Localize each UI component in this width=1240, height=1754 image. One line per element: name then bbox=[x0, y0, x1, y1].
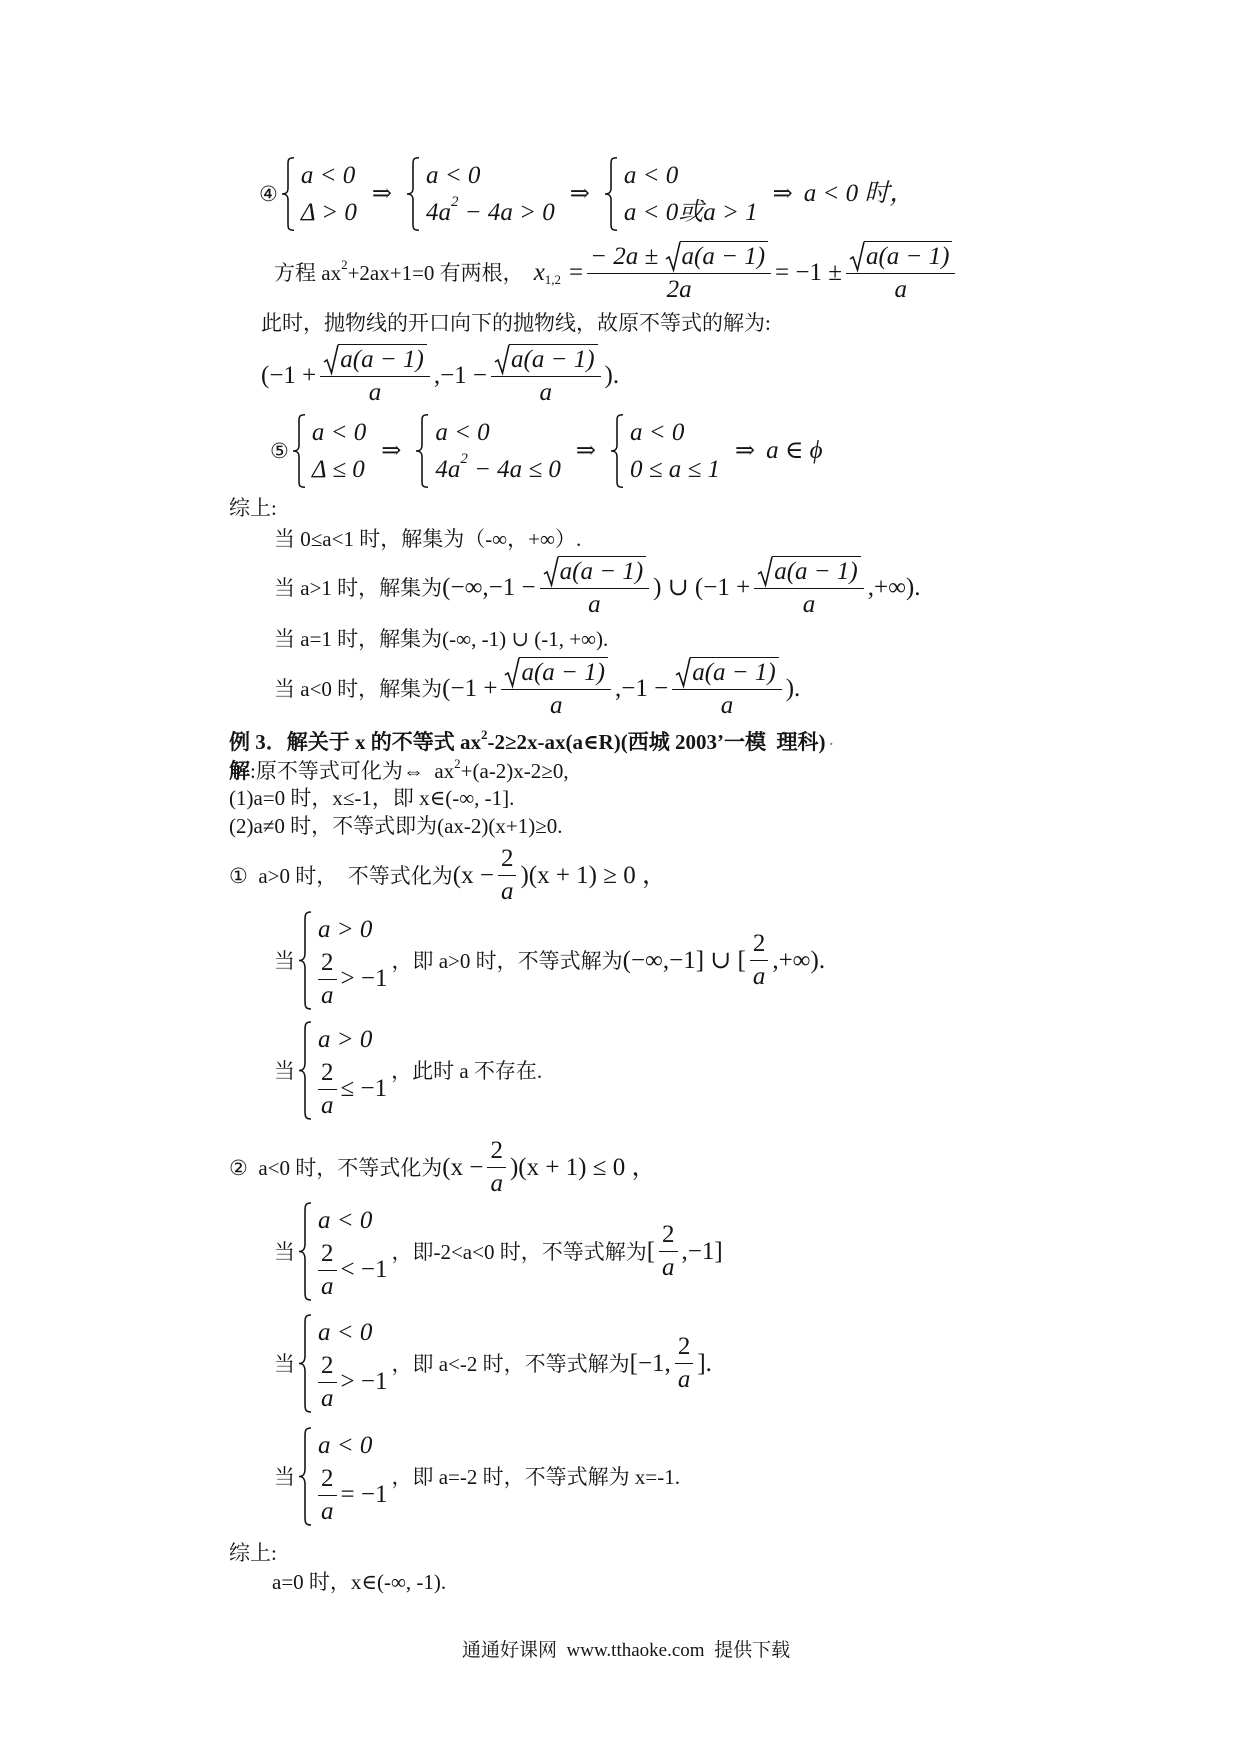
root-subscript: 1,2 bbox=[544, 272, 562, 287]
condition-5 bbox=[274, 1427, 680, 1526]
denominator: a bbox=[368, 379, 382, 406]
root-over-a-fraction bbox=[491, 344, 601, 407]
implies-arrow: ⇒ bbox=[569, 181, 590, 207]
discriminant-condition bbox=[426, 194, 555, 231]
system-rows bbox=[429, 414, 561, 488]
solution-open: (−∞,−1] ∪ [ bbox=[622, 946, 746, 974]
case5-label: ⑤ bbox=[270, 439, 289, 463]
square-root bbox=[675, 657, 779, 687]
radical-sign bbox=[323, 344, 338, 374]
system-rows bbox=[312, 1021, 387, 1120]
interval-union: ) ∪ (−1 + bbox=[653, 573, 751, 601]
condition-text: ，即-2<a<0 时，不等式解为 bbox=[391, 1239, 647, 1264]
system-rows bbox=[295, 157, 357, 231]
case4-label: ④ bbox=[259, 182, 278, 206]
denominator: a bbox=[321, 1091, 334, 1119]
condition bbox=[318, 1239, 387, 1301]
numerator bbox=[318, 1465, 337, 1496]
numerator-value: 2 bbox=[662, 1221, 675, 1248]
radicand: a(a − 1) bbox=[338, 344, 427, 374]
implies-arrow: ⇒ bbox=[772, 181, 793, 207]
numerator-value: 2 bbox=[490, 1137, 503, 1164]
case4-system-1 bbox=[281, 157, 357, 231]
radicand: a(a − 1) bbox=[680, 241, 769, 271]
subcase-2-line bbox=[229, 1137, 656, 1198]
solution-intro bbox=[229, 755, 569, 784]
condition-system bbox=[298, 1314, 387, 1413]
footer-text: 通通好课网 www.tthaoke.com 提供下载 bbox=[462, 1640, 791, 1661]
square-root bbox=[543, 556, 647, 586]
root-variable: x bbox=[533, 258, 545, 286]
denominator: a bbox=[490, 1170, 503, 1197]
radical-sign bbox=[543, 556, 558, 586]
radicand: a(a − 1) bbox=[690, 657, 779, 687]
radical-sign bbox=[494, 344, 509, 374]
numerator-value: 2 bbox=[321, 1058, 334, 1086]
condition: a < 0 bbox=[311, 418, 367, 446]
relation: > −1 bbox=[340, 965, 388, 992]
case5-system-3 bbox=[610, 414, 720, 488]
title-text: 例 3．解关于 x 的不等式 ax bbox=[229, 730, 481, 754]
two-over-a-fraction bbox=[675, 1333, 694, 1394]
interval-close: ). bbox=[785, 674, 801, 702]
relation: < −1 bbox=[340, 1256, 388, 1283]
final-line bbox=[272, 1569, 446, 1595]
interval-open: (−1 + bbox=[442, 674, 498, 702]
condition bbox=[318, 1058, 387, 1120]
summary-text: 当 0≤a<1 时，解集为（-∞，+∞）. bbox=[274, 527, 582, 551]
footer-credit bbox=[462, 1638, 790, 1664]
two-over-a-fraction bbox=[659, 1221, 678, 1282]
condition: Δ ≤ 0 bbox=[311, 455, 365, 483]
two-over-a-fraction bbox=[487, 1137, 506, 1198]
when-label: 当 bbox=[274, 1058, 295, 1083]
root-over-a-fraction bbox=[672, 657, 782, 720]
left-brace bbox=[610, 414, 624, 488]
factor-open: (x − bbox=[442, 1153, 484, 1181]
two-over-a-fraction bbox=[318, 1240, 337, 1301]
radicand: a(a − 1) bbox=[519, 657, 608, 687]
interval-close: ). bbox=[604, 361, 620, 389]
numerator bbox=[750, 930, 769, 961]
two-over-a-fraction bbox=[318, 1352, 337, 1413]
radical-sign bbox=[504, 657, 519, 687]
condition: a < 0 bbox=[318, 1431, 373, 1459]
condition: a < 0 bbox=[630, 418, 685, 446]
summary-heading-2 bbox=[229, 1540, 277, 1566]
title-end-mark: . bbox=[829, 734, 833, 749]
left-brace bbox=[406, 157, 420, 231]
summary-line-2 bbox=[274, 556, 920, 619]
square-root bbox=[757, 556, 861, 586]
interval-open: (−1 + bbox=[261, 361, 317, 389]
interval-middle: ,−1 − bbox=[433, 361, 488, 389]
condition-text: ，即 a<-2 时，不等式解为 bbox=[391, 1351, 630, 1376]
numerator bbox=[675, 1333, 694, 1364]
when-label: 当 bbox=[274, 948, 295, 973]
condition-text: ，即 a>0 时，不等式解为 bbox=[391, 948, 623, 973]
when-label: 当 bbox=[274, 1464, 295, 1489]
square-root bbox=[504, 657, 608, 687]
summary-prefix: 当 a<0 时，解集为 bbox=[274, 676, 443, 701]
radicand: a(a − 1) bbox=[509, 344, 598, 374]
interval-close: ,+∞). bbox=[867, 573, 921, 601]
two-over-a-fraction bbox=[318, 1059, 337, 1120]
condition bbox=[318, 1351, 387, 1413]
root-over-a-fraction bbox=[754, 556, 864, 619]
root-over-a-fraction bbox=[540, 556, 650, 619]
root-over-a-fraction bbox=[501, 657, 611, 720]
exponent: 2 bbox=[481, 726, 488, 742]
relation: = −1 bbox=[340, 1481, 388, 1508]
radical-sign bbox=[849, 241, 864, 271]
subcase-label: ① a>0 时， 不等式化为 bbox=[229, 863, 453, 888]
numerator-value: 2 bbox=[677, 1333, 691, 1360]
title-text: -2≥2x-ax(a∈R)(西城 2003’一模 理科) bbox=[487, 730, 826, 754]
square-root bbox=[665, 241, 769, 271]
solution-open: [ bbox=[646, 1237, 656, 1265]
denominator: a bbox=[321, 981, 334, 1009]
square-root bbox=[323, 344, 427, 374]
condition-system bbox=[298, 1202, 387, 1301]
quadratic-formula-fraction bbox=[587, 241, 771, 304]
left-brace bbox=[298, 1314, 312, 1413]
radical-sign bbox=[757, 556, 772, 586]
radicand: a(a − 1) bbox=[864, 241, 953, 271]
subcase-1-line bbox=[229, 845, 667, 906]
system-rows bbox=[306, 414, 366, 488]
solution-close: ,+∞). bbox=[772, 946, 826, 974]
left-brace bbox=[298, 1427, 312, 1526]
left-brace bbox=[281, 157, 295, 231]
numerator bbox=[501, 657, 611, 690]
final-text: a=0 时，x∈(-∞, -1). bbox=[272, 1570, 447, 1594]
numerator-value: 2 bbox=[321, 1464, 334, 1492]
summary-label: 综上: bbox=[229, 1541, 277, 1565]
denominator: a bbox=[752, 963, 766, 990]
condition: a < 0 bbox=[435, 418, 490, 446]
case4-derivation bbox=[259, 157, 914, 231]
two-over-a-fraction bbox=[750, 930, 769, 991]
system-rows bbox=[312, 1427, 387, 1526]
summary-heading-1 bbox=[229, 495, 277, 521]
summary-line-1 bbox=[274, 526, 581, 552]
factor-close: )(x + 1) ≥ 0 ， bbox=[520, 861, 667, 889]
case4-solution-interval bbox=[261, 344, 619, 407]
condition: a < 0 bbox=[300, 161, 356, 189]
interval-middle: ,−1 − bbox=[614, 674, 669, 702]
exponent: 2 bbox=[341, 257, 348, 272]
numerator-prefix: − 2a ± bbox=[590, 243, 665, 270]
numerator-value: 2 bbox=[752, 930, 766, 957]
example3-title bbox=[229, 726, 833, 755]
numerator bbox=[498, 845, 517, 876]
root-over-a-fraction bbox=[320, 344, 430, 407]
left-brace bbox=[292, 414, 306, 488]
case5-result: a ∈ ϕ bbox=[766, 437, 823, 464]
condition-system bbox=[298, 1427, 387, 1526]
denominator: a bbox=[802, 591, 816, 618]
condition: a < 0 bbox=[318, 1206, 373, 1234]
condition bbox=[318, 948, 387, 1010]
condition: Δ > 0 bbox=[300, 198, 357, 226]
denominator: a bbox=[549, 692, 563, 719]
left-brace bbox=[415, 414, 429, 488]
condition-system bbox=[298, 911, 387, 1010]
implies-arrow: ⇒ bbox=[734, 438, 756, 464]
square-root bbox=[849, 241, 953, 271]
subcase-label: ② a<0 时，不等式化为 bbox=[229, 1155, 443, 1180]
summary-text: 当 a=1 时，解集为(-∞, -1) ∪ (-1, +∞). bbox=[274, 627, 609, 651]
radical-sign bbox=[675, 657, 690, 687]
step-text: (2)a≠0 时，不等式即为(ax-2)(x+1)≥0. bbox=[229, 814, 563, 838]
numerator bbox=[754, 556, 864, 589]
solution-close: ]. bbox=[697, 1349, 712, 1377]
quadratic-roots-line bbox=[274, 241, 959, 304]
numerator bbox=[672, 657, 782, 690]
denominator: a bbox=[321, 1272, 334, 1300]
numerator bbox=[318, 1059, 337, 1090]
term: − 4a > 0 bbox=[458, 198, 555, 226]
exponent: 2 bbox=[451, 194, 459, 210]
condition-2 bbox=[274, 1021, 542, 1120]
radicand: a(a − 1) bbox=[772, 556, 861, 586]
denominator: a bbox=[321, 1384, 334, 1412]
case5-derivation bbox=[270, 414, 823, 488]
condition-system bbox=[298, 1021, 387, 1120]
system-rows bbox=[312, 1314, 387, 1413]
term: 4a bbox=[435, 455, 461, 483]
when-label: 当 bbox=[274, 1351, 295, 1376]
implies-arrow: ⇒ bbox=[371, 181, 393, 207]
system-rows bbox=[420, 157, 555, 231]
denominator: a bbox=[677, 1366, 691, 1393]
implies-arrow: ⇒ bbox=[575, 438, 597, 464]
numerator-value: 2 bbox=[321, 1239, 334, 1267]
case4-system-2 bbox=[406, 157, 555, 231]
condition-3 bbox=[274, 1202, 723, 1301]
factor-open: (x − bbox=[452, 861, 494, 889]
numerator bbox=[487, 1137, 506, 1168]
left-brace bbox=[298, 1021, 312, 1120]
relation: > −1 bbox=[340, 1368, 388, 1395]
parabola-note bbox=[261, 310, 771, 336]
left-brace bbox=[298, 911, 312, 1010]
numerator-value: 2 bbox=[321, 1351, 334, 1379]
numerator bbox=[846, 241, 956, 274]
case5-system-2 bbox=[415, 414, 561, 488]
interval-open: (−∞,−1 − bbox=[442, 573, 536, 601]
summary-prefix: 当 a>1 时，解集为 bbox=[274, 575, 443, 600]
condition-text: ，即 a=-2 时，不等式解为 x=-1. bbox=[391, 1464, 680, 1489]
condition: 0 ≤ a ≤ 1 bbox=[630, 455, 720, 483]
equals-sign: = bbox=[569, 258, 584, 286]
numerator bbox=[318, 1352, 337, 1383]
two-over-a-fraction bbox=[318, 949, 337, 1010]
system-rows bbox=[624, 414, 720, 488]
relation: ≤ −1 bbox=[340, 1075, 388, 1102]
radical-sign bbox=[665, 241, 680, 271]
numerator bbox=[320, 344, 430, 377]
term: 4a bbox=[426, 198, 452, 226]
summary-line-4 bbox=[274, 657, 800, 720]
case4-result: a < 0 时， bbox=[803, 180, 915, 207]
denominator: a bbox=[720, 692, 734, 719]
condition-4 bbox=[274, 1314, 712, 1413]
condition bbox=[318, 1464, 387, 1526]
condition-text: ，此时 a 不存在. bbox=[391, 1058, 543, 1083]
step-text: (1)a=0 时，x≤-1，即 x∈(-∞, -1]. bbox=[229, 786, 515, 810]
numerator bbox=[491, 344, 601, 377]
step-2 bbox=[229, 813, 563, 839]
denominator: a bbox=[539, 379, 553, 406]
denominator: 2a bbox=[666, 276, 692, 303]
numerator bbox=[659, 1221, 678, 1252]
numerator-value: 2 bbox=[321, 948, 334, 976]
system-rows bbox=[312, 911, 387, 1010]
exponent: 2 bbox=[460, 451, 468, 467]
roots-intro-text: 方程 ax bbox=[274, 260, 342, 285]
numerator bbox=[318, 1240, 337, 1271]
exponent: 2 bbox=[454, 755, 461, 771]
condition: a > 0 bbox=[318, 1025, 373, 1053]
left-brace bbox=[604, 157, 618, 231]
condition: a < 0 bbox=[623, 161, 679, 189]
discriminant-condition bbox=[435, 451, 561, 488]
system-rows bbox=[312, 1202, 387, 1301]
radicand: a(a − 1) bbox=[558, 556, 647, 586]
term: − 4a ≤ 0 bbox=[467, 455, 561, 483]
numerator-value: 2 bbox=[500, 845, 514, 872]
condition: a < 0或a > 1 bbox=[623, 198, 758, 226]
square-root bbox=[494, 344, 598, 374]
summary-line-3 bbox=[274, 626, 608, 652]
condition: a < 0 bbox=[426, 161, 481, 189]
denominator: a bbox=[588, 591, 601, 618]
two-over-a-fraction bbox=[498, 845, 517, 906]
case5-system-1 bbox=[292, 414, 366, 488]
parabola-text: 此时，抛物线的开口向下的抛物线，故原不等式的解为: bbox=[261, 311, 771, 335]
two-over-a-fraction bbox=[318, 1465, 337, 1526]
solution-open: [−1, bbox=[629, 1349, 671, 1377]
solution-text: :原不等式可化为⇔ ax bbox=[250, 759, 455, 783]
factor-close: )(x + 1) ≤ 0 ， bbox=[509, 1153, 657, 1181]
summary-label: 综上: bbox=[229, 496, 277, 520]
condition-1 bbox=[274, 911, 825, 1010]
condition: a > 0 bbox=[318, 915, 373, 943]
denominator: a bbox=[321, 1497, 334, 1525]
condition: a < 0 bbox=[318, 1318, 373, 1346]
denominator: a bbox=[500, 878, 514, 905]
step-1 bbox=[229, 785, 514, 811]
system-rows bbox=[618, 157, 758, 231]
numerator bbox=[318, 949, 337, 980]
when-label: 当 bbox=[274, 1239, 295, 1264]
left-brace bbox=[298, 1202, 312, 1301]
root-over-a-fraction bbox=[846, 241, 956, 304]
solution-close: ,−1] bbox=[681, 1237, 723, 1265]
solution-text: +(a-2)x-2≥0, bbox=[460, 759, 569, 783]
simplified-equals: = −1 ± bbox=[775, 258, 842, 286]
denominator: a bbox=[894, 276, 907, 303]
roots-intro-text: +2ax+1=0 有两根， bbox=[347, 260, 524, 285]
implies-arrow: ⇒ bbox=[381, 438, 402, 464]
numerator bbox=[587, 241, 771, 274]
case4-system-3 bbox=[604, 157, 758, 231]
denominator: a bbox=[662, 1254, 675, 1281]
numerator bbox=[540, 556, 650, 589]
solution-label: 解 bbox=[229, 759, 250, 783]
